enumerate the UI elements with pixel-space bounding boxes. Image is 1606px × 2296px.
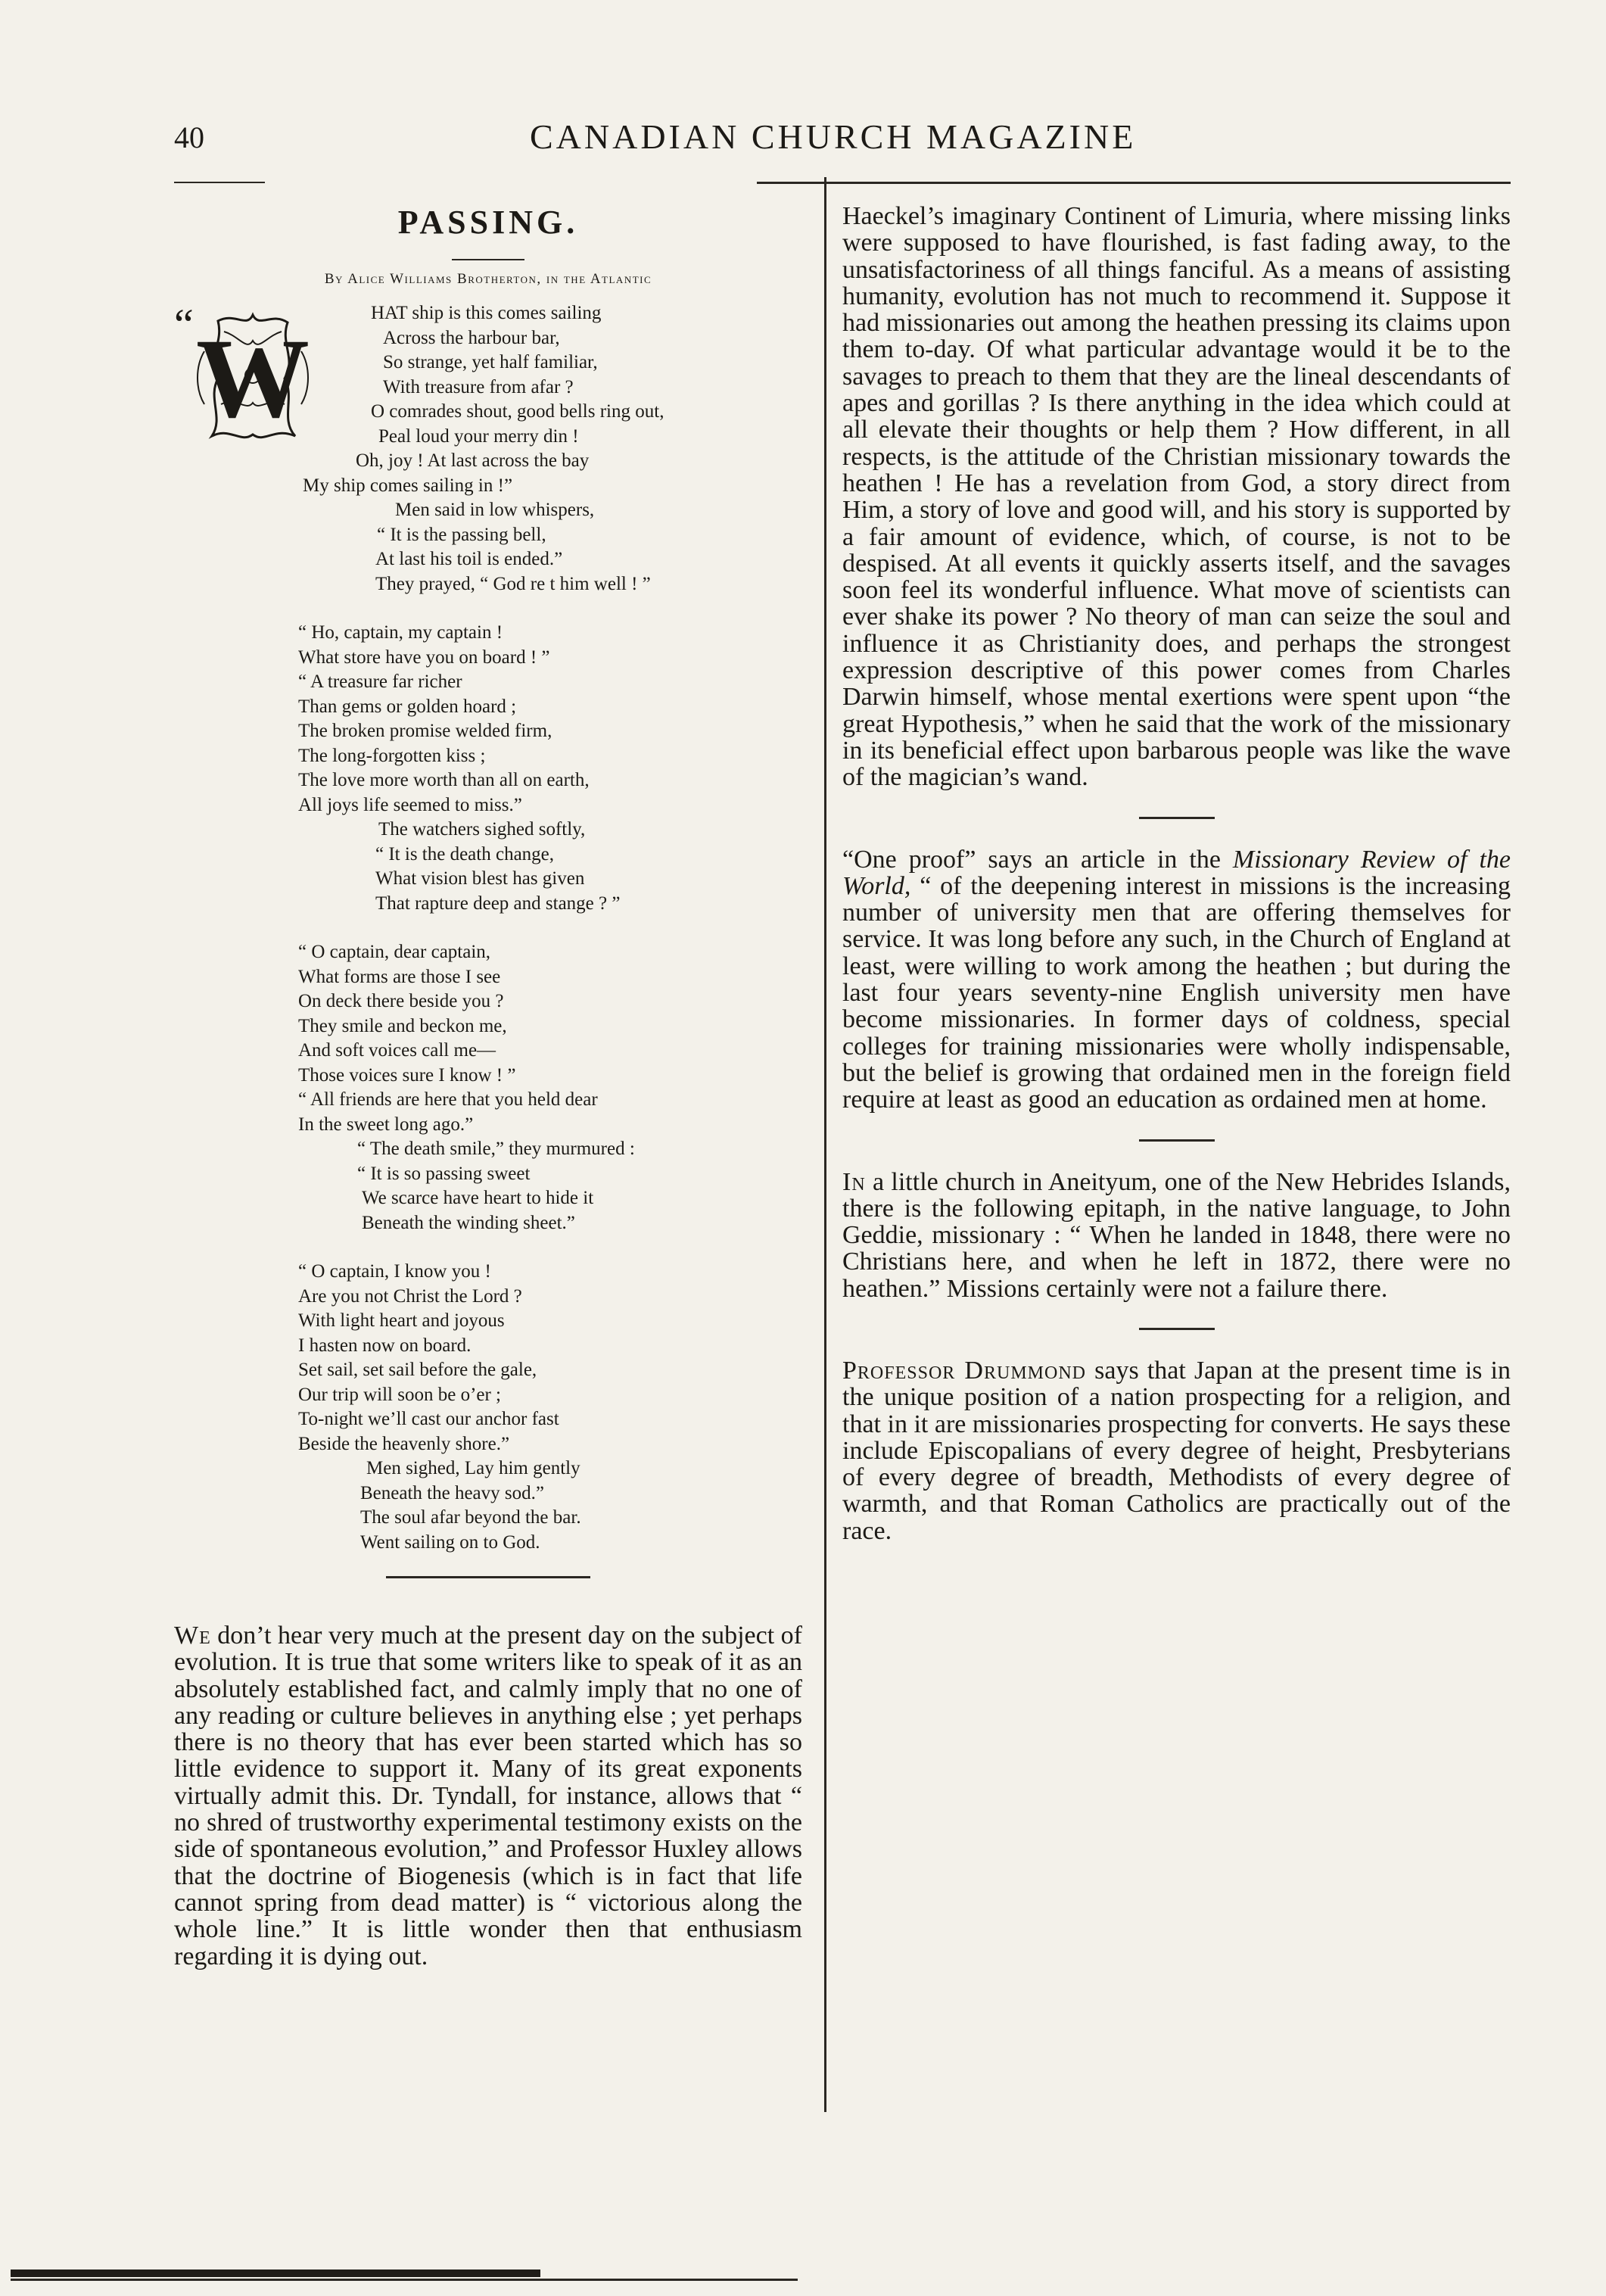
evolution-lead: We — [174, 1622, 211, 1650]
header-rule-right — [757, 182, 1511, 184]
proof-before: “One proof” says an article in the — [842, 845, 1233, 874]
stanza-3 — [174, 940, 802, 1235]
proof-paragraph — [842, 846, 1511, 1114]
poem-line: “ It is so passing sweet — [357, 1163, 531, 1184]
poem-line: With light heart and joyous — [298, 1310, 505, 1331]
poem-line: With treasure from afar ? — [383, 376, 574, 397]
poem-line: “ O captain, dear captain, — [298, 942, 491, 962]
poem-line: Those voices sure I know ! ” — [298, 1064, 516, 1086]
drummond-text: says that Japan at the present time is in the unique position of a nation prospecting for a religion, and that in it are missionaries prospecting for converts. He says these include Episcopalians of every degree of height, Presbyterians of every degree of breadth, Methodists of every degree of warmth, and that Roman Catholics are practically out of the race. — [842, 1356, 1511, 1545]
drummond-lead: Professor Drummond — [842, 1356, 1086, 1385]
poem-line: “ The death smile,” they murmured : — [357, 1139, 635, 1159]
running-head: CANADIAN CHURCH MAGAZINE — [530, 117, 1137, 156]
poem-line: All joys life seemed to miss.” — [298, 794, 522, 815]
poem-line: What forms are those I see — [298, 966, 501, 987]
section-rule — [1139, 817, 1215, 819]
poem-line: O comrades shout, good bells ring out, — [371, 401, 664, 422]
poem-line: They smile and beckon me, — [298, 1015, 507, 1036]
poem-line: To-night we’ll cast our anchor fast — [298, 1409, 559, 1429]
dropcap-letter: W — [196, 316, 310, 441]
poem-line: I hasten now on board. — [298, 1335, 472, 1356]
evolution-continued: Haeckel’s imaginary Continent of Limuria, where missing links were supposed to have flourished, is fast fading away, to the unsatisfactoriness of all things fanciful. As a means of assisting humanity, evolution has not much to recommend it. Suppose it had missionaries out among the heathen pressing its claims upon them to-day. Of what particular advantage would it be to the savages to preach to them that they are the lineal descendants of apes and gorillas ? Is there anything in the idea which could at all elevate their thoughts or help them ? How different, in all respects, is the attitude of the Christian missionary towards the heathen ! He has a revelation from God, a story direct from Him, a story of love and good will, and his story is supported by a fair amount of evidence, which, of course, is not to be despised. At all events it quickly asserts itself, and the savages soon feel its wonderful influence. What move of scientists can ever shake its power ? No theory of man can seize the soul and influence it as Christianity does, and perhaps the strongest expression descriptive of this power comes from Charles Darwin himself, whose mental exertions were spent upon “the great Hypothesis,” when he said that the work of the missionary in its beneficial effect upon barbarous people was like the wave of the magician’s wand. — [842, 202, 1511, 792]
poem-line: Oh, joy ! At last across the bay — [356, 450, 590, 471]
poem-line: “ O captain, I know you ! — [298, 1261, 491, 1282]
poem-line: Went sailing on to God. — [360, 1531, 540, 1553]
bottom-edge-bar — [11, 2270, 540, 2277]
poem-line: Men said in low whispers, — [395, 500, 595, 520]
evolution-paragraph — [174, 1622, 802, 1970]
bottom-edge-rule — [11, 2279, 798, 2281]
poem — [174, 301, 802, 1555]
poem-line: Men sighed, Lay him gently — [366, 1458, 580, 1478]
proof-after: “ of the deepening interest in missions is the increasing number of university men that are offering themselves for service. It was long before any such, in the Church of England at least, were willing to work among the heathen ; but during the last four years seventy-nine English university men have become missionaries. In former days of coldness, special colleges for training missionaries were wholly indispensable, but the belief is growing that ordained men in the foreign field require at least as good an education as ordained men at home. — [842, 871, 1511, 1114]
poem-line: The long-forgotten kiss ; — [298, 745, 486, 766]
poem-line: On deck there beside you ? — [298, 991, 504, 1011]
poem-end-rule — [386, 1576, 590, 1578]
poem-line: Beneath the winding sheet.” — [362, 1212, 575, 1233]
poem-line: Set sail, set sail before the gale, — [298, 1360, 537, 1380]
left-column — [174, 203, 802, 1970]
poem-line: Are you not Christ the Lord ? — [298, 1285, 522, 1307]
poem-line: Our trip will soon be o’er ; — [298, 1384, 502, 1405]
poem-line: Across the harbour bar, — [383, 327, 560, 348]
poem-line: And soft voices call me— — [298, 1040, 496, 1061]
poem-line: “ A treasure far richer — [298, 671, 462, 692]
dropcap-ornament-icon — [174, 300, 325, 450]
poem-line: Peal loud your merry din ! — [378, 425, 579, 447]
poem-line: The love more worth than all on earth, — [298, 770, 590, 790]
poem-line: We scarce have heart to hide it — [362, 1188, 594, 1208]
ornamental-dropcap — [174, 300, 325, 450]
aneityum-lead: In — [842, 1167, 866, 1196]
section-rule — [1139, 1328, 1215, 1330]
poem-line: That rapture deep and stange ? ” — [375, 893, 621, 914]
poem-line: In the sweet long ago.” — [298, 1114, 474, 1135]
poem-line: “ It is the passing bell, — [377, 524, 546, 545]
poem-line: “ All friends are here that you held dear — [298, 1089, 598, 1110]
poem-line: Beneath the heavy sod.” — [360, 1482, 544, 1503]
poem-line: The watchers sighed softly, — [378, 819, 586, 840]
poem-line: So strange, yet half familiar, — [383, 352, 598, 372]
poem-line: What store have you on board ! ” — [298, 646, 550, 668]
header-rule-left — [174, 182, 265, 183]
open-quote: “ — [174, 300, 194, 349]
poem-line: HAT ship is this comes sailing — [371, 303, 602, 323]
poem-line: The soul afar beyond the bar. — [360, 1507, 581, 1528]
poem-line: My ship comes sailing in !” — [303, 475, 513, 496]
poem-byline: By Alice Williams Brotherton, in the Atlantic — [324, 271, 652, 287]
poem-line: The broken promise welded firm, — [298, 721, 552, 741]
evolution-text: don’t hear very much at the present day on the subject of evolution. It is true that some writers like to speak of it as an absolutely established fact, and calmly imply that no one of any reading or culture believes in anything else ; yet perhaps there is no theory that has ever been started which has so little evidence to support it. Many of its great exponents virtually admit this. Dr. Tyndall, for instance, allows that “ no shred of trustworthy experimental testimony exists on the side of spontaneous evolution,” and Professor Huxley allows that the doctrine of Biogenesis (which is in fact that life cannot spring from dead matter) is “ victorious along the whole line.” It is little wonder then that enthusiasm regarding it is dying out. — [174, 1622, 802, 1970]
page-number: 40 — [174, 120, 204, 154]
poem-line: They prayed, “ God re t him well ! ” — [375, 573, 651, 594]
aneityum-paragraph — [842, 1169, 1511, 1302]
column-divider — [824, 177, 826, 2112]
stanza-4 — [174, 1260, 802, 1555]
poem-title: PASSING. — [397, 204, 579, 241]
poem-line: What vision blest has given — [375, 868, 585, 889]
poem-line: Than gems or golden hoard ; — [298, 696, 517, 717]
title-rule — [452, 259, 524, 260]
journal-title: Missionary Review of the World, — [842, 845, 1511, 900]
section-rule — [1139, 1139, 1215, 1142]
poem-line: At last his toil is ended.” — [375, 549, 563, 569]
aneityum-text: a little church in Aneityum, one of the New Hebrides Islands, there is the following epitaph, in the native language, to John Geddie, missionary : “ When he landed in 1848, there were no Christians here, and when he left in 1872, there were no heathen.” Missions certainly were not a failure there. — [842, 1167, 1511, 1303]
poem-line: “ It is the death change, — [375, 843, 555, 865]
right-column — [842, 203, 1511, 1544]
poem-line: Beside the heavenly shore.” — [298, 1433, 510, 1454]
stanza-2 — [174, 621, 802, 916]
drummond-paragraph — [842, 1357, 1511, 1544]
poem-line: “ Ho, captain, my captain ! — [298, 622, 503, 643]
